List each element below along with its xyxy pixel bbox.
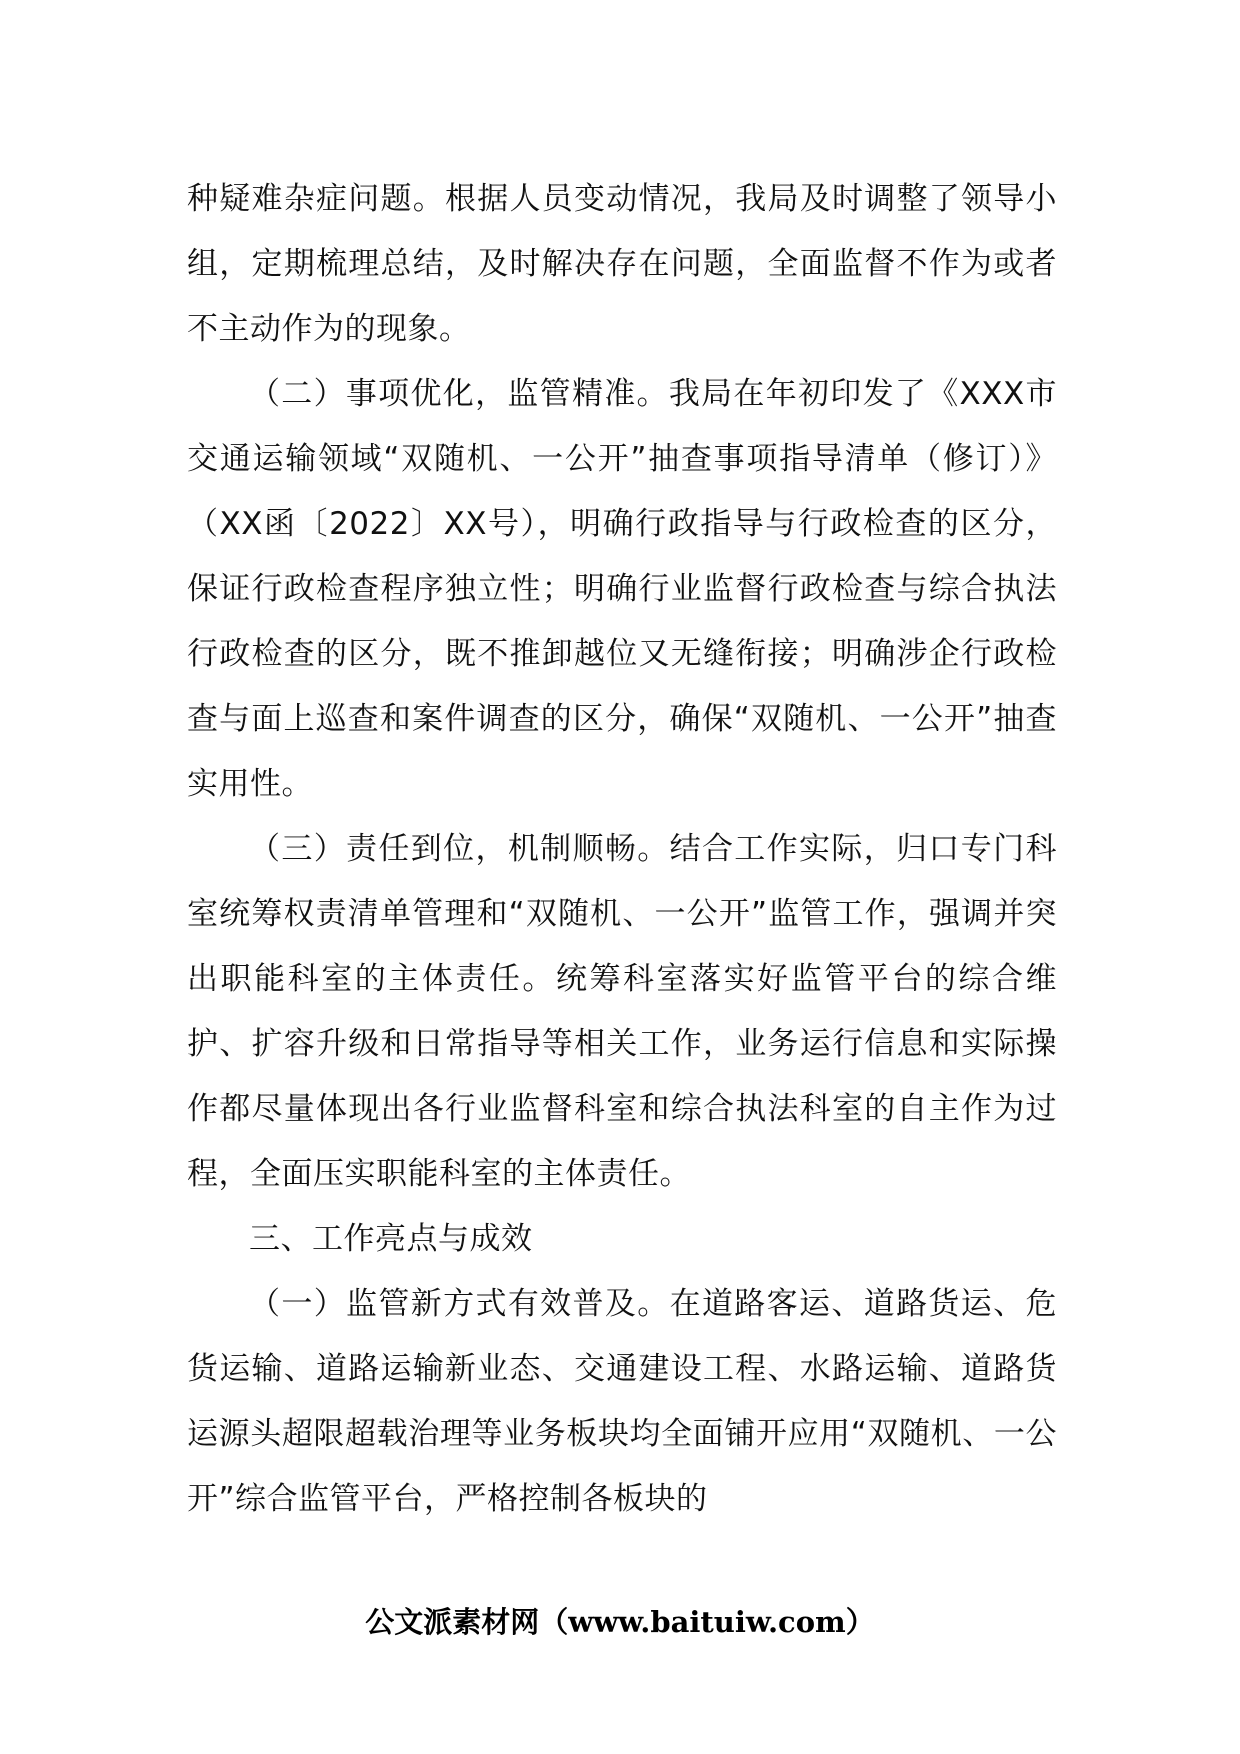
paragraph-continued: 种疑难杂症问题。根据人员变动情况，我局及时调整了领导小组，定期梳理总结，及时解决存在问题，全面监督不作为或者不主动作为的现象。	[187, 181, 1057, 347]
document-body	[187, 167, 1057, 1532]
section-heading: 三、工作亮点与成效	[249, 1221, 533, 1257]
footer-watermark: 公文派素材网（www.baituiw.com）	[365, 1605, 875, 1639]
paragraph-new-supervision: （一）监管新方式有效普及。在道路客运、道路货运、危货运输、道路运输新业态、交通建设工程、水路运输、道路货运源头超限超载治理等业务板块均全面铺开应用“双随机、一公开”综合监管平台，严格控制各板块的	[187, 1286, 1057, 1517]
paragraph-responsibility: （三）责任到位，机制顺畅。结合工作实际，归口专门科室统筹权责清单管理和“双随机、一公开”监管工作，强调并突出职能科室的主体责任。统筹科室落实好监管平台的综合维护、扩容升级和日常指导等相关工作，业务运行信息和实际操作都尽量体现出各行业监督科室和综合执法科室的自主作为过程，全面压实职能科室的主体责任。	[187, 831, 1057, 1192]
paragraph-matters-optimization: （二）事项优化，监管精准。我局在年初印发了《XXX市交通运输领域“双随机、一公开”抽查事项指导清单（修订）》（XX函〔2022〕XX号），明确行政指导与行政检查的区分，保证行政检查程序独立性；明确行业监督行政检查与综合执法行政检查的区分，既不推卸越位又无缝衔接；明确涉企行政检查与面上巡查和案件调查的区分，确保“双随机、一公开”抽查实用性。	[187, 376, 1057, 802]
